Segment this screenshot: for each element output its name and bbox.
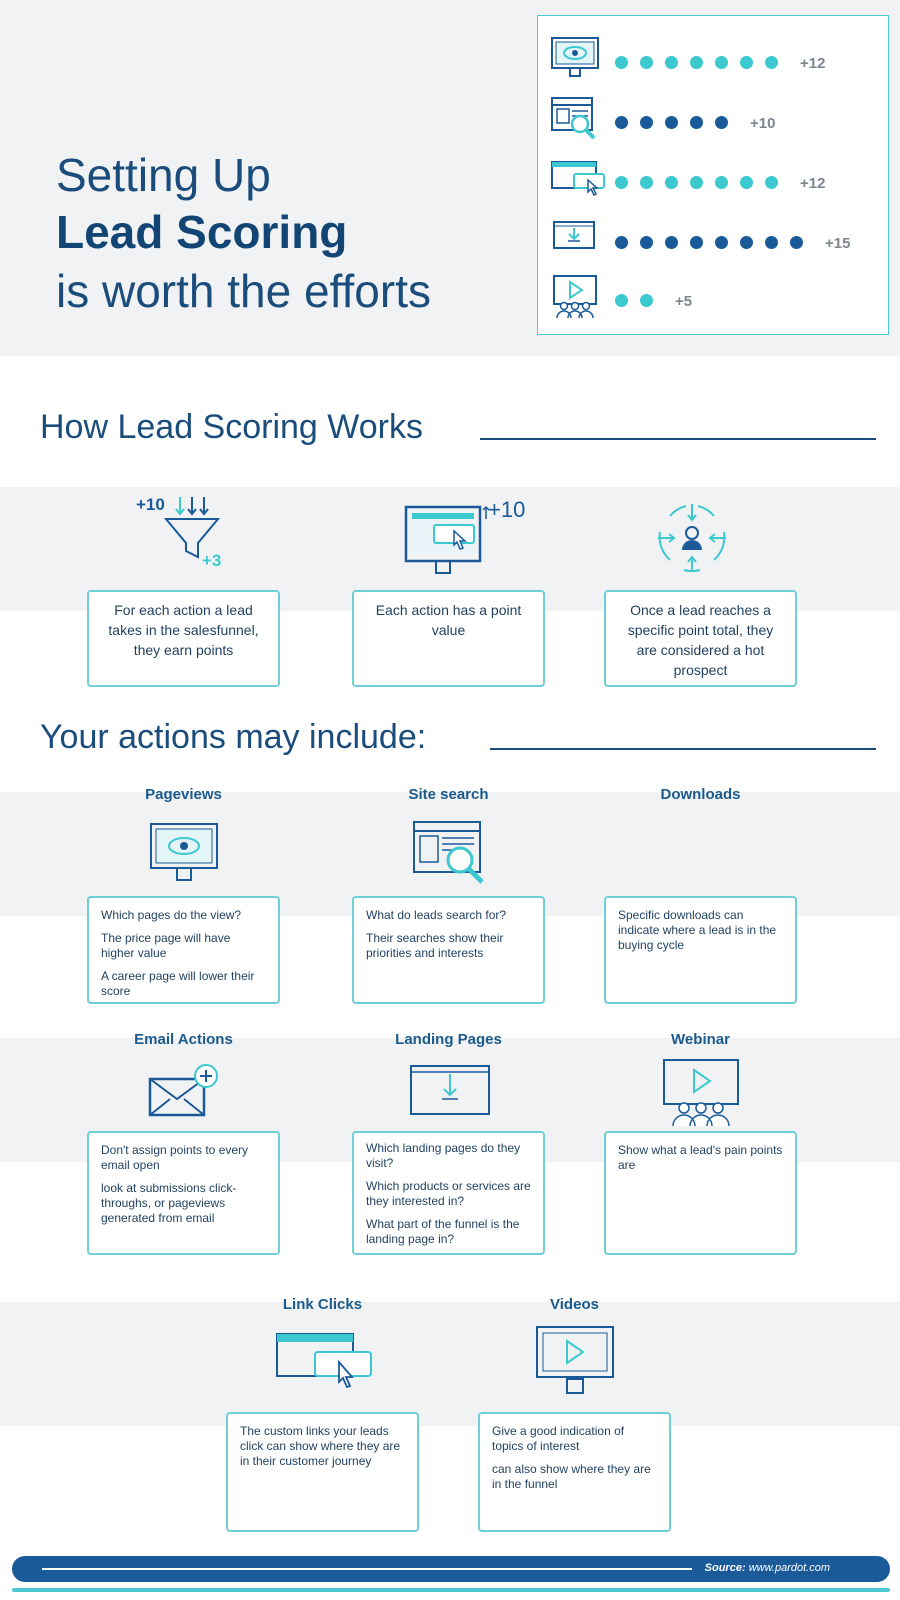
score-dot <box>665 176 678 189</box>
score-row-links <box>538 156 888 206</box>
title-line-3: is worth the efforts <box>56 265 431 317</box>
videos-line-1: Give a good indication of topics of interest <box>492 1424 625 1453</box>
title-line-2: Lead Scoring <box>56 206 348 258</box>
monitor-points: +10 <box>488 497 526 522</box>
score-dot <box>640 294 653 307</box>
score-dot <box>740 56 753 69</box>
footer-source-url: www.pardot.com <box>748 1562 830 1574</box>
score-dot <box>640 176 653 189</box>
how-box-hot-prospect: Once a lead reaches a specific point total, they are considered a hot prospect <box>604 590 797 687</box>
pageviews-title: Pageviews <box>145 786 222 803</box>
landing-line-3: What part of the funnel is the landing page in? <box>366 1217 520 1246</box>
email-line-2: look at submissions click-throughs, or pageviews generated from email <box>101 1181 237 1225</box>
footer-source-label: Source: <box>704 1562 746 1574</box>
score-dot <box>715 56 728 69</box>
email-line-1: Don't assign points to every email open <box>101 1143 249 1172</box>
downloads-box <box>604 896 797 1004</box>
footer-rule <box>42 1568 692 1570</box>
links-line-1: The custom links your leads click can show where they are in their customer journey <box>240 1424 401 1468</box>
funnel-points-bottom: +3 <box>202 551 222 570</box>
how-heading-rule <box>480 438 876 440</box>
funnel-illustration <box>130 493 240 575</box>
how-heading: How Lead Scoring Works <box>40 408 423 446</box>
score-dot <box>690 176 703 189</box>
score-points: +15 <box>825 235 851 252</box>
score-points: +12 <box>800 175 826 192</box>
email-box <box>87 1131 280 1255</box>
score-dot <box>615 294 628 307</box>
landing-title: Landing Pages <box>395 1031 502 1048</box>
landing-page-icon <box>409 1064 491 1116</box>
landing-line-2: Which products or services are they interested in? <box>366 1179 531 1208</box>
monitor-eye-icon <box>550 36 600 82</box>
funnel-points-top: +10 <box>136 495 165 514</box>
pageviews-line-2: The price page will have higher value <box>101 931 231 960</box>
webinar-line-1: Show what a lead's pain points are <box>618 1143 783 1172</box>
downloads-title: Downloads <box>660 786 741 803</box>
score-dot <box>640 116 653 129</box>
downloads-line-1: Specific downloads can indicate where a lead is in the buying cycle <box>618 908 777 952</box>
videos-line-2: can also show where they are in the funnel <box>492 1462 651 1491</box>
score-row-pageviews <box>538 36 888 86</box>
how-box-point-value: Each action has a point value <box>352 590 545 687</box>
monitor-points-illustration <box>404 497 534 581</box>
webinar-icon <box>550 274 600 320</box>
funnel-icon <box>130 493 240 575</box>
download-icon <box>550 216 600 262</box>
search-page-icon <box>550 96 600 142</box>
pageviews-icon <box>149 822 219 886</box>
score-dot <box>765 236 778 249</box>
score-dot <box>640 56 653 69</box>
score-row-search <box>538 96 888 146</box>
score-dot <box>765 176 778 189</box>
site-search-line-2: Their searches show their priorities and interests <box>366 931 504 960</box>
actions-heading-rule <box>490 748 876 750</box>
footer-source <box>705 1562 830 1574</box>
score-row-downloads <box>538 216 888 266</box>
score-dot <box>690 56 703 69</box>
email-add-icon <box>148 1063 224 1119</box>
score-dot <box>665 116 678 129</box>
score-dot <box>615 116 628 129</box>
score-dot <box>615 56 628 69</box>
score-dot <box>615 176 628 189</box>
score-dot <box>690 116 703 129</box>
score-points: +5 <box>675 293 693 310</box>
pageviews-box <box>87 896 280 1004</box>
score-dot <box>740 176 753 189</box>
videos-box <box>478 1412 671 1532</box>
footer-underline <box>12 1588 890 1592</box>
score-dot <box>690 236 703 249</box>
link-click-icon <box>550 156 610 202</box>
score-dot <box>715 116 728 129</box>
target-prospect-icon <box>656 502 728 574</box>
title-line-1: Setting Up <box>56 149 271 201</box>
score-dot <box>615 236 628 249</box>
pageviews-line-3: A career page will lower their score <box>101 969 255 998</box>
score-dot <box>765 56 778 69</box>
pageviews-line-1: Which pages do the view? <box>101 908 242 922</box>
score-dot <box>715 236 728 249</box>
landing-box <box>352 1131 545 1255</box>
site-search-box <box>352 896 545 1004</box>
score-dot <box>715 176 728 189</box>
score-points: +12 <box>800 55 826 72</box>
site-search-icon <box>412 820 488 890</box>
site-search-line-1: What do leads search for? <box>366 908 507 922</box>
videos-title: Videos <box>550 1296 599 1313</box>
actions-heading: Your actions may include: <box>40 718 427 756</box>
how-box-earn-points: For each action a lead takes in the salesfunnel, they earn points <box>87 590 280 687</box>
score-panel <box>537 15 889 335</box>
links-title: Link Clicks <box>282 1296 363 1313</box>
link-click-large-icon <box>275 1332 375 1394</box>
score-dot <box>665 56 678 69</box>
row3-band <box>0 1302 900 1426</box>
score-dot <box>640 236 653 249</box>
webinar-large-icon <box>660 1058 742 1128</box>
score-row-webinar <box>538 274 888 324</box>
links-box <box>226 1412 419 1532</box>
webinar-title: Webinar <box>671 1031 730 1048</box>
email-title: Email Actions <box>134 1031 233 1048</box>
webinar-box <box>604 1131 797 1255</box>
video-monitor-icon <box>535 1325 615 1397</box>
footer-bar <box>12 1556 890 1582</box>
score-dot <box>740 236 753 249</box>
site-search-title: Site search <box>408 786 489 803</box>
score-dot <box>790 236 803 249</box>
score-points: +10 <box>750 115 776 132</box>
landing-line-1: Which landing pages do they visit? <box>366 1141 521 1170</box>
score-dot <box>665 236 678 249</box>
